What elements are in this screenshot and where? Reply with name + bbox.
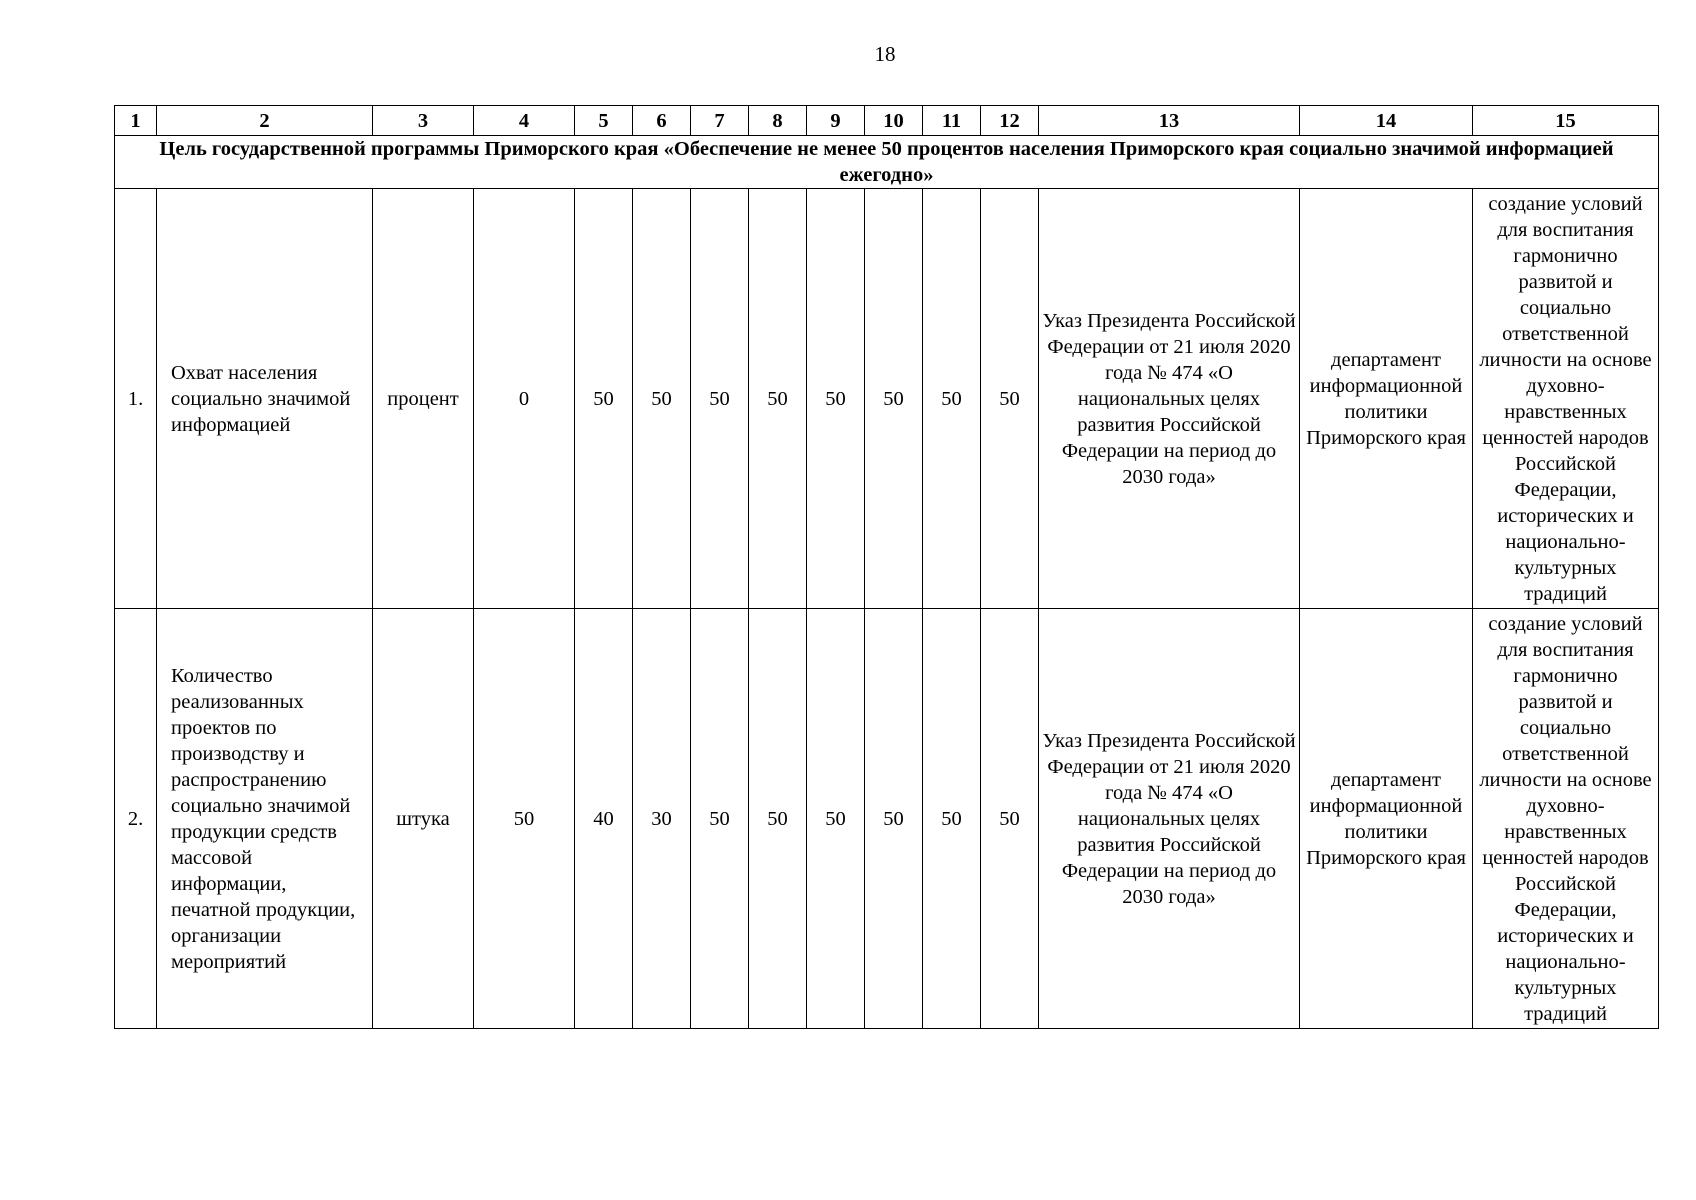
indicator-name: Охват населения социально значимой информацией (157, 189, 373, 609)
goal-heading: Цель государственной программы Приморского края «Обеспечение не менее 50 процентов населения Приморского края социально значимой информацией ежегодно» (115, 136, 1659, 189)
column-number: 2 (157, 106, 373, 136)
column-number: 1 (115, 106, 157, 136)
document-cell: Указ Президента Российской Федерации от 21 июля 2020 года № 474 «О национальных целях развития Российской Федерации на период до 2030 года» (1039, 609, 1300, 1029)
value-cell: 50 (981, 189, 1039, 609)
column-number: 7 (691, 106, 749, 136)
document-cell: Указ Президента Российской Федерации от 21 июля 2020 года № 474 «О национальных целях развития Российской Федерации на период до 2030 года» (1039, 189, 1300, 609)
value-cell: 50 (633, 189, 691, 609)
column-number: 10 (865, 106, 923, 136)
value-cell: 30 (633, 609, 691, 1029)
value-cell: 50 (865, 609, 923, 1029)
goal-link-cell: создание условий для воспитания гармонично развитой и социально ответственной личности на основе духовно-нравственных ценностей народов Российской Федерации, исторических и национально-культурных традиций (1473, 189, 1659, 609)
column-number: 11 (923, 106, 981, 136)
goal-row (115, 136, 1659, 189)
value-cell: 50 (691, 189, 749, 609)
value-cell: 50 (749, 609, 807, 1029)
value-cell: 50 (981, 609, 1039, 1029)
row-number: 2. (115, 609, 157, 1029)
row-number: 1. (115, 189, 157, 609)
column-number: 5 (575, 106, 633, 136)
value-cell: 50 (807, 609, 865, 1029)
value-cell: 50 (807, 189, 865, 609)
value-cell: 50 (923, 189, 981, 609)
value-cell: 50 (575, 189, 633, 609)
page-number: 18 (874, 42, 896, 66)
base-value-cell: 0 (474, 189, 575, 609)
column-number: 9 (807, 106, 865, 136)
column-number: 3 (373, 106, 474, 136)
column-number: 15 (1473, 106, 1659, 136)
responsible-cell: департамент информационной политики Приморского края (1300, 609, 1473, 1029)
value-cell: 50 (749, 189, 807, 609)
responsible-cell: департамент информационной политики Приморского края (1300, 189, 1473, 609)
table-row (115, 189, 1659, 609)
column-number: 12 (981, 106, 1039, 136)
column-number: 8 (749, 106, 807, 136)
column-number: 6 (633, 106, 691, 136)
goal-link-cell: создание условий для воспитания гармонично развитой и социально ответственной личности на основе духовно-нравственных ценностей народов Российской Федерации, исторических и национально-культурных традиций (1473, 609, 1659, 1029)
indicators-table (114, 105, 1659, 1029)
value-cell: 40 (575, 609, 633, 1029)
base-value-cell: 50 (474, 609, 575, 1029)
unit-cell: штука (373, 609, 474, 1029)
value-cell: 50 (865, 189, 923, 609)
column-number: 4 (474, 106, 575, 136)
value-cell: 50 (923, 609, 981, 1029)
value-cell: 50 (691, 609, 749, 1029)
indicator-name: Количество реализованных проектов по производству и распространению социально значимой продукции средств массовой информации, печатной продукции, организации мероприятий (157, 609, 373, 1029)
column-number: 14 (1300, 106, 1473, 136)
table-row (115, 609, 1659, 1029)
unit-cell: процент (373, 189, 474, 609)
column-number-row (115, 106, 1659, 136)
column-number: 13 (1039, 106, 1300, 136)
